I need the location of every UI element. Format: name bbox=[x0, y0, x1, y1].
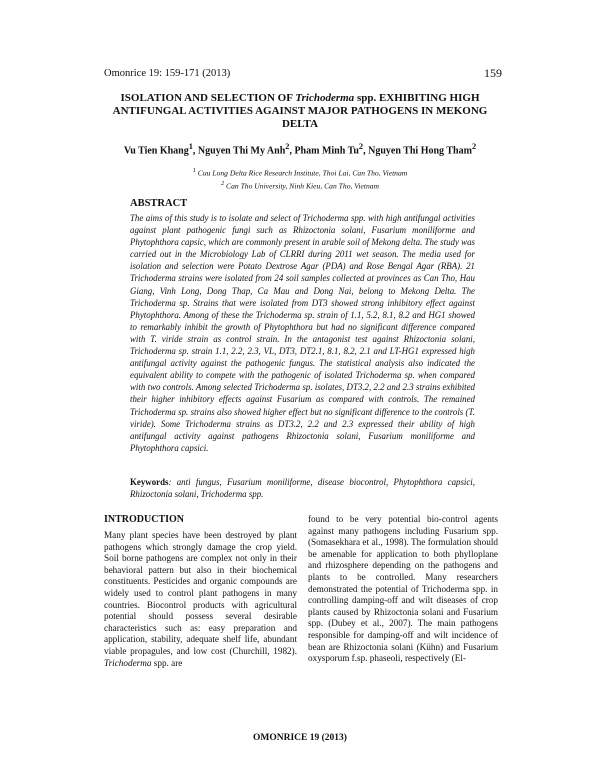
page-footer: OMONRICE 19 (2013) bbox=[253, 733, 347, 743]
abstract-body: The aims of this study is to isolate and select of Trichoderma spp. with high antifungal activities against plant pathogenic fungi such as Rhizoctonia solani, Fusarium moniliforme and Phytophthora capsic, which are commonly present in arable soil of Mekong delta. The study was carried out in the Microbiology Lab of CLRRI during 2011 wet season. The media used for isolation and selection were Potato Dextrose Agar (PDA) and Rose Bengal Agar (RBA). 21 Trichoderma strains were isolated from 24 soil samples collected at provinces as Can Tho, Hau Giang, Vinh Long, Dong Thap, Ca Mau and Dong Nai, belong to Mekong Delta. The Trichoderma sp. Strains that were isolated from DT3 showed strong inhibitory effect against Phytophthora. Among of these the Trichoderma sp. strain of 1.1, 5.2, 8.1, 8.2 and HG1 showed to remarkably inhibit the growth of Phytophthora but had no significant difference compared with T. viride strain as control strain. In the antagonist test against Rhizoctonia solani, Trichoderma sp. strain 1.1, 2.2, 2.3, VL, DT3, DT2.1, 8.1, 8.2, 2.1 and LT-HG1 expressed high antifungal activity against the pathogenic fungus. The statistical analysis also indicated the equivalent ability to compete with the pathogenic of isolated Trichoderma sp. when compared with two controls. Among selected Trichoderma sp. isolates, DT3.2, 2.2 and 2.3 strains exhibited their higher inhibitory effects against Fusarium as compared with controls. The remained Trichoderma sp. strains also showed higher effect but no significant difference to the controls (T. viride). Some Trichoderma strains as DT3.2, 2.2 and 2.3 expressed their ability of high antifungal activity against pathogens Rhizoctonia solani, Fusarium moniliforme and Phytophthora capsici. bbox=[130, 213, 475, 453]
paper-title: ISOLATION AND SELECTION OF Trichoderma spp. EXHIBITING HIGH ANTIFUNGAL ACTIVITIES AGAINST MAJOR PATHOGENS IN MEKONG DELTA bbox=[112, 92, 488, 130]
introduction-column-left: Many plant species have been destroyed by plant pathogens which strongly damage the crop yield. Soil borne pathogens are complex not only in their behavioral pattern but also in their biochemical constituents. Pesticides and organic compounds are widely used to control plant pathogens in many countries. Biocontrol products with agricultural potential should possess several desirable characteristics such as: easy preparation and application, stability, adequate shelf life, abundant viable propagules, and low cost (Churchill, 1982). Trichoderma spp. are bbox=[104, 530, 297, 668]
keywords: Keywords: anti fungus, Fusarium moniliforme, disease biocontrol, Phytophthora capsici, Rhizoctonia solani, Trichoderma spp. bbox=[130, 477, 475, 499]
affiliation-1: $^1$ Cuu Long Delta Rice Research Institute, Thoi Lai, Can Tho, Vietnam bbox=[192, 167, 408, 178]
affiliations bbox=[150, 166, 450, 191]
introduction-heading: INTRODUCTION bbox=[104, 514, 185, 525]
abstract-heading: ABSTRACT bbox=[130, 198, 188, 209]
page-number: 159 bbox=[484, 66, 502, 80]
introduction-column-right: found to be very potential bio-control agents against many pathogens including Fusarium spp. (Somasekhara et al., 1998). The formulation should be amenable for application to both phylloplane and rhizosphere depending on the pathogens and plants to be controlled. Many researchers demonstrated the potential of Trichoderma spp. in controlling damping-off and wilt diseases of crop plants caused by Rhizoctonia solani and Fusarium spp. (Dubey et al., 2007). The main pathogens responsible for damping-off and wilt incidence of bean are Rhizoctonia solani (Kühn) and Fusarium oxysporum f.sp. phaseoli, respectively (El- bbox=[308, 514, 498, 664]
journal-citation: Omonrice 19: 159-171 (2013) bbox=[104, 68, 231, 79]
author-list: Vu Tien Khang$^1$, Nguyen Thi My Anh$^2$, Pham Minh Tu$^2$, Nguyen Thi Hong Tham$^2$ bbox=[123, 142, 477, 157]
affiliation-2: $^2$ Can Tho University, Ninh Kieu, Can Tho, Vietnam bbox=[220, 179, 380, 191]
